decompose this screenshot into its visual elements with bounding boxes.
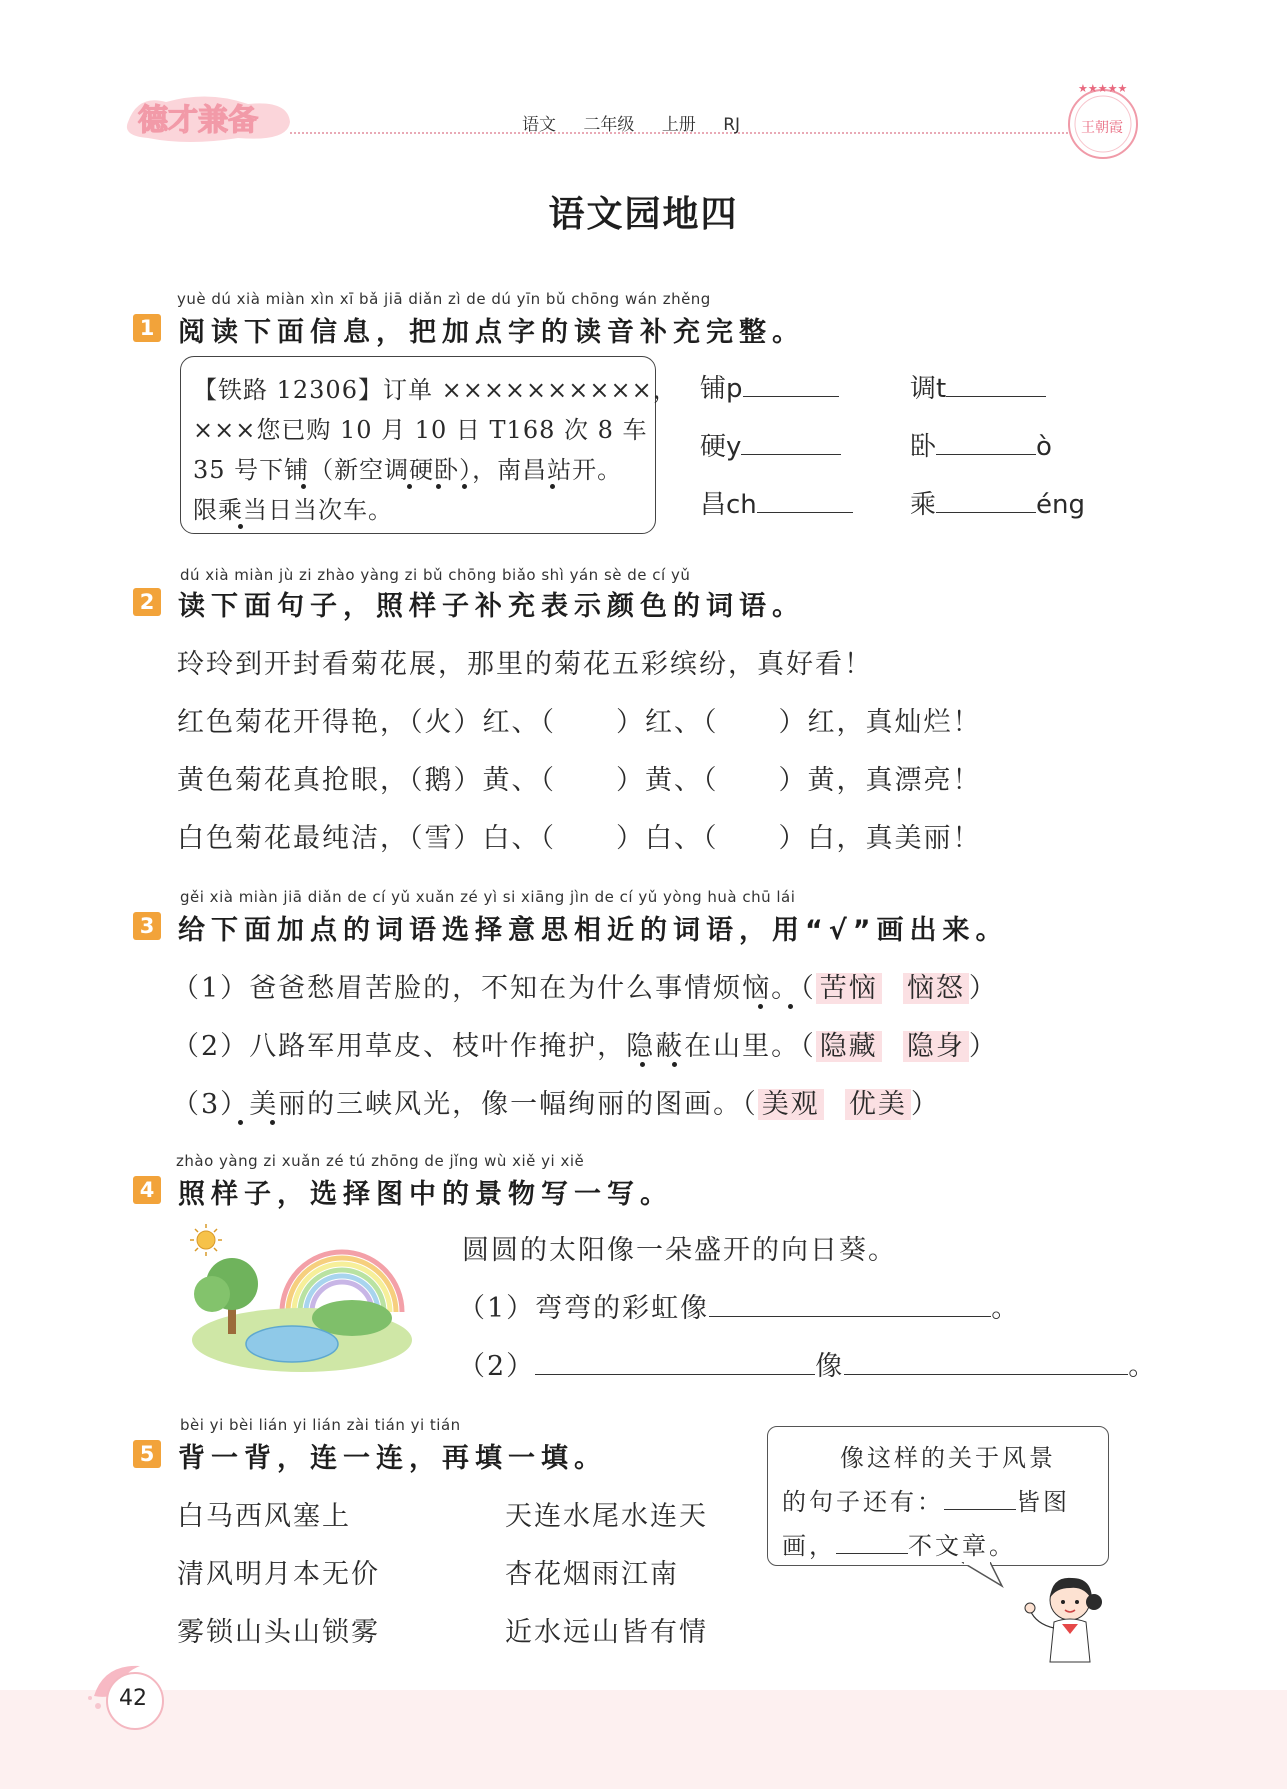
brand-text: 德才兼备 bbox=[138, 103, 258, 138]
hint-line-1: 像这样的关于风景 bbox=[840, 1444, 1056, 1472]
girl-cartoon-icon bbox=[1010, 1570, 1110, 1670]
emphasis-dot bbox=[270, 1120, 275, 1125]
ticket-line-3: 35 号下铺（新空调硬卧），南昌站开。 bbox=[193, 456, 623, 484]
q2-row-yellow[interactable]: 黄色菊花真抢眼，（鹅）黄、（ ）黄、（ ）黄，真漂亮！ bbox=[177, 765, 982, 796]
q4-instruction: 照样子，选择图中的景物写一写。 bbox=[178, 1179, 673, 1210]
hint-line-2[interactable]: 的句子还有： 皆图 bbox=[782, 1488, 1070, 1516]
q1-number: 1 bbox=[133, 314, 161, 342]
q4-item-2[interactable]: （2） 像 。 bbox=[458, 1351, 1158, 1382]
sun-icon bbox=[190, 1224, 222, 1256]
speech-bubble-tail bbox=[960, 1562, 1010, 1588]
poem-right-3[interactable]: 近水远山皆有情 bbox=[505, 1617, 708, 1648]
q3-number: 3 bbox=[133, 912, 161, 940]
header-grade: 二年级 bbox=[583, 115, 635, 135]
q2-row-white[interactable]: 白色菊花最纯洁，（雪）白、（ ）白、（ ）白，真美丽！ bbox=[177, 823, 982, 854]
header-edition: RJ bbox=[723, 115, 741, 135]
hint-line-3[interactable]: 画， 不文章。 bbox=[782, 1532, 1016, 1560]
emphasis-dot bbox=[462, 484, 467, 489]
q2-number: 2 bbox=[133, 588, 161, 616]
landscape-illustration bbox=[182, 1222, 412, 1372]
emphasis-dot bbox=[640, 1062, 645, 1067]
q3-option-naonu[interactable]: 恼怒 bbox=[903, 973, 969, 1004]
author-seal bbox=[1062, 78, 1144, 166]
q5-instruction: 背一背，连一连，再填一填。 bbox=[178, 1443, 607, 1474]
q5-number: 5 bbox=[133, 1440, 161, 1468]
q3-option-yinshen[interactable]: 隐身 bbox=[903, 1031, 969, 1062]
footer-band bbox=[0, 1690, 1287, 1789]
header-volume: 上册 bbox=[661, 115, 696, 135]
answer-wo[interactable]: 卧 ò bbox=[910, 432, 1052, 462]
ticket-line-4: 限乘当日当次车。 bbox=[193, 496, 393, 524]
page-title: 语文园地四 bbox=[548, 194, 739, 235]
q4-pinyin: zhào yàng zi xuǎn zé tú zhōng de jǐng wù xiě yi xiě bbox=[176, 1152, 585, 1170]
q3-item-3: （3）美丽的三峡风光，像一幅绚丽的图画。（ 美观 优美 ） bbox=[172, 1089, 940, 1120]
pond-icon bbox=[246, 1326, 338, 1362]
q4-number: 4 bbox=[133, 1176, 161, 1204]
q2-row-red[interactable]: 红色菊花开得艳，（火）红、（ ）红、（ ）红，真灿烂！ bbox=[177, 707, 982, 738]
q3-item-2: （2）八路军用草皮、枝叶作掩护，隐蔽在山里。（ 隐藏 隐身 ） bbox=[172, 1031, 998, 1062]
q1-instruction: 阅读下面信息，把加点字的读音补充完整。 bbox=[178, 317, 805, 348]
q4-example: 圆圆的太阳像一朵盛开的向日葵。 bbox=[462, 1235, 897, 1266]
emphasis-dot bbox=[550, 484, 555, 489]
q2-pinyin: dú xià miàn jù zi zhào yàng zi bǔ chōng biǎo shì yán sè de cí yǔ bbox=[180, 566, 691, 584]
ticket-line-2: ×××您已购 10 月 10 日 T168 次 8 车 bbox=[193, 416, 648, 444]
q4-item-1[interactable]: （1）弯弯的彩虹像 。 bbox=[458, 1293, 1021, 1324]
ticket-line-1: 【铁路 12306】订单 ××××××××××， bbox=[193, 376, 678, 404]
poem-left-3[interactable]: 雾锁山头山锁雾 bbox=[177, 1617, 380, 1648]
header-subject: 语文 bbox=[522, 115, 556, 135]
page-number: 42 bbox=[119, 1686, 147, 1711]
q5-pinyin: bèi yi bèi lián yi lián zài tián yi tián bbox=[180, 1416, 461, 1434]
emphasis-dot bbox=[758, 1004, 763, 1009]
emphasis-dot bbox=[238, 524, 243, 529]
emphasis-dot bbox=[238, 1120, 243, 1125]
q3-pinyin: gěi xià miàn jiā diǎn de cí yǔ xuǎn zé yì si xiāng jìn de cí yǔ yòng huà chū lái bbox=[180, 888, 796, 906]
emphasis-dot bbox=[436, 484, 441, 489]
q3-option-yincang[interactable]: 隐藏 bbox=[816, 1031, 882, 1062]
answer-tiao[interactable]: 调t bbox=[910, 368, 1046, 405]
poem-right-1[interactable]: 天连水尾水连天 bbox=[505, 1501, 708, 1532]
emphasis-dot bbox=[788, 1004, 793, 1009]
emphasis-dot bbox=[672, 1062, 677, 1067]
poem-right-2[interactable]: 杏花烟雨江南 bbox=[505, 1559, 679, 1590]
header-course-info bbox=[522, 110, 754, 135]
answer-cheng[interactable]: 乘 éng bbox=[910, 490, 1085, 520]
emphasis-dot bbox=[301, 484, 306, 489]
q3-option-youmei[interactable]: 优美 bbox=[845, 1089, 911, 1120]
emphasis-dot bbox=[407, 484, 412, 489]
brand-logo bbox=[118, 92, 296, 144]
q3-option-kunao[interactable]: 苦恼 bbox=[816, 973, 882, 1004]
answer-ying[interactable]: 硬y bbox=[700, 426, 841, 463]
q3-instruction: 给下面加点的词语选择意思相近的词语，用“√”画出来。 bbox=[178, 915, 1009, 946]
svg-text:★★★★★: ★★★★★ bbox=[1078, 82, 1128, 95]
answer-chang[interactable]: 昌ch bbox=[700, 484, 853, 521]
answer-pu[interactable]: 铺p bbox=[700, 368, 839, 405]
q2-instruction: 读下面句子，照样子补充表示颜色的词语。 bbox=[178, 591, 805, 622]
poem-left-2[interactable]: 清风明月本无价 bbox=[177, 1559, 380, 1590]
q2-intro: 玲玲到开封看菊花展，那里的菊花五彩缤纷，真好看！ bbox=[177, 649, 873, 680]
seal-text: 王朝霞 bbox=[1081, 120, 1123, 136]
q3-option-meiguan[interactable]: 美观 bbox=[758, 1089, 824, 1120]
poem-left-1[interactable]: 白马西风塞上 bbox=[177, 1501, 351, 1532]
q1-pinyin: yuè dú xià miàn xìn xī bǎ jiā diǎn zì de dú yīn bǔ chōng wán zhěng bbox=[177, 290, 711, 308]
q3-item-1: （1）爸爸愁眉苦脸的，不知在为什么事情烦恼。（ 苦恼 恼怒 ） bbox=[172, 973, 998, 1004]
